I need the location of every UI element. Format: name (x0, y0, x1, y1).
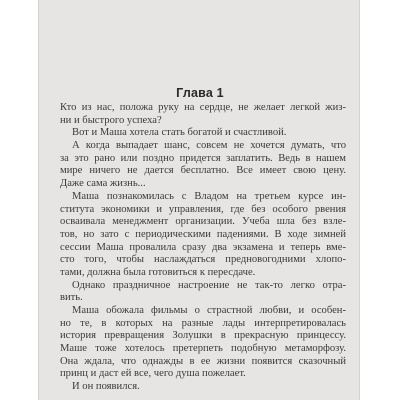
text-line: Однако праздничное настроение не так-то легко отра- (72, 279, 346, 291)
chapter-title: Глава 1 (176, 86, 224, 100)
text-line: но те, в которых на разные лады интерпретировалась (60, 317, 346, 329)
text-line: сессии Маша провалила сразу два экзамена и теперь вме- (60, 241, 346, 253)
text-line: сто того, чтобы наслаждаться предновогодними хлопо- (60, 254, 346, 266)
book-page (38, 0, 360, 400)
text-line: принц и даст ей все, чего душа пожелает. (60, 368, 246, 380)
text-line: Маша обожала фильмы о страстной любви, и особен- (72, 305, 346, 316)
text-line: Маша познакомилась с Владом на третьем курсе ин- (72, 190, 346, 202)
text-line: Вот и Маша хотела стать богатой и счастливой. (72, 127, 287, 139)
text-line: Кто из нас, положа руку на сердце, не желает легкой жиз- (60, 102, 346, 113)
text-line: мире ничего не дается бесплатно. Все имеет свою цену. (60, 165, 346, 177)
text-line: тами, должна была готовиться к пересдаче. (60, 266, 256, 278)
text-line: Даже сама жизнь... (60, 178, 146, 190)
text-line: Маше тоже хотелось претерпеть подобную метаморфозу. (60, 343, 346, 355)
text-line: история превращения Золушки в прекрасную принцессу. (60, 330, 346, 342)
text-line: осваивала менеджмент организации. Учеба шла без взле- (60, 216, 346, 228)
text-line: ни и быстрого успеха? (60, 114, 162, 126)
text-line: И он появился. (72, 381, 140, 393)
text-line: А когда выпадает шанс, совсем не хочется думать, что (72, 140, 346, 152)
text-line: вить. (60, 292, 83, 304)
text-line: тов, но зато с периодическими падениями. В ходе зимней (60, 228, 346, 240)
text-line: за это рано или поздно придется заплатить. Ведь в нашем (60, 152, 346, 164)
text-line: ститута экономики и управления, где без особого рвения (60, 203, 346, 215)
chapter-text (60, 102, 346, 394)
text-line: Она ждала, что однажды в ее жизни появится сказочный (60, 355, 346, 367)
